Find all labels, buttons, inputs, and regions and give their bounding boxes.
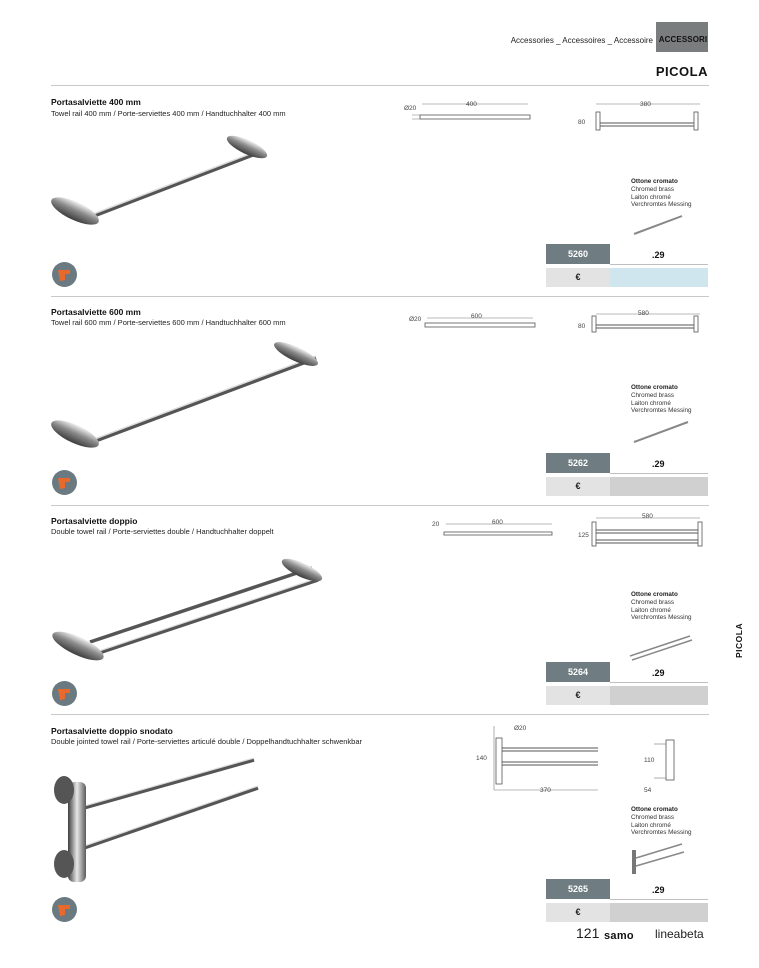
material-info: Ottone cromato Chromed brass Laiton chromé Verchromtes Messing xyxy=(631,384,692,415)
dim-length: 600 xyxy=(471,313,482,320)
dim-diameter: Ø20 xyxy=(409,316,422,323)
price-value-cell xyxy=(610,686,708,705)
price-value-cell xyxy=(610,268,708,287)
dim-diameter: Ø20 xyxy=(514,725,527,732)
brand-logo: samo xyxy=(604,930,634,942)
product-thumbnail xyxy=(630,212,690,238)
product-code: 5262 xyxy=(546,453,610,473)
product-code: 5265 xyxy=(546,879,610,899)
divider xyxy=(51,296,709,297)
orange-shape-badge-icon xyxy=(52,262,77,287)
product-subtitle: Double towel rail / Porte-serviettes double / Handtuchhalter doppelt xyxy=(51,527,274,536)
divider xyxy=(51,85,709,86)
divider xyxy=(51,505,709,506)
material-info: Ottone cromato Chromed brass Laiton chromé Verchromtes Messing xyxy=(631,178,692,209)
dim-height: 125 xyxy=(578,532,589,539)
price-value-cell xyxy=(610,903,708,922)
product-thumbnail xyxy=(626,632,696,664)
towel-rail-400-image xyxy=(40,130,280,240)
product-code: 5264 xyxy=(546,662,610,682)
product-title: Portasalviette doppio snodato xyxy=(51,726,173,736)
dimension-drawing-side xyxy=(640,734,690,796)
product-subtitle: Double jointed towel rail / Porte-serviettes articulé double / Doppelhandtuchhalter schwenkbar xyxy=(51,737,363,746)
orange-shape-badge-icon xyxy=(52,681,77,706)
dim-length: 400 xyxy=(466,101,477,108)
dimension-drawing-top xyxy=(572,96,712,136)
jointed-towel-rail-image xyxy=(44,752,274,892)
dim-length: 370 xyxy=(540,787,551,794)
product-code: 5260 xyxy=(546,244,610,264)
dim-height: 140 xyxy=(476,755,487,762)
dim-diameter: Ø20 xyxy=(404,105,417,112)
dimension-drawing-top xyxy=(572,306,712,336)
product-title: Portasalviette 600 mm xyxy=(51,307,141,317)
orange-shape-badge-icon xyxy=(52,470,77,495)
price-suffix: .29 xyxy=(610,879,708,900)
product-subtitle: Towel rail 600 mm / Porte-serviettes 600 mm / Handtuchhalter 600 mm xyxy=(51,318,286,327)
side-collection-label: PICOLA xyxy=(734,622,744,658)
double-towel-rail-image xyxy=(40,558,330,668)
dim-height: 80 xyxy=(578,323,586,330)
towel-rail-600-image xyxy=(40,334,330,460)
dimension-drawing-top xyxy=(574,510,708,550)
price-value-cell xyxy=(610,477,708,496)
material-info: Ottone cromato Chromed brass Laiton chromé Verchromtes Messing xyxy=(631,591,692,622)
currency-label: € xyxy=(546,903,610,922)
dim-length: 600 xyxy=(492,519,503,526)
collection-title: PICOLA xyxy=(655,64,708,79)
breadcrumb: Accessories _ Accessoires _ Accessoire xyxy=(510,36,653,45)
price-suffix: .29 xyxy=(610,662,708,683)
dimension-drawing-front xyxy=(474,720,604,800)
dim-side-height: 110 xyxy=(644,757,655,764)
dim-depth: 580 xyxy=(638,310,649,317)
product-thumbnail xyxy=(630,418,694,446)
section-tab: ACCESSORI xyxy=(658,35,708,44)
price-suffix: .29 xyxy=(610,244,708,265)
product-title: Portasalviette doppio xyxy=(51,516,138,526)
currency-label: € xyxy=(546,686,610,705)
dim-depth: 580 xyxy=(642,513,653,520)
dim-diameter: 20 xyxy=(432,521,440,528)
currency-label: € xyxy=(546,268,610,287)
page-number: 121 xyxy=(576,925,600,941)
dim-depth: 380 xyxy=(640,101,651,108)
product-title: Portasalviette 400 mm xyxy=(51,97,141,107)
orange-shape-badge-icon xyxy=(52,897,77,922)
divider xyxy=(51,714,709,715)
dim-height: 80 xyxy=(578,119,586,126)
price-suffix: .29 xyxy=(610,453,708,474)
material-info: Ottone cromato Chromed brass Laiton chromé Verchromtes Messing xyxy=(631,806,692,837)
dimension-drawing-front xyxy=(428,514,558,544)
dimension-drawing-front xyxy=(400,96,540,126)
currency-label: € xyxy=(546,477,610,496)
dim-side-depth: 54 xyxy=(644,787,652,794)
dimension-drawing-front xyxy=(405,308,545,338)
brand-line: lineabeta xyxy=(655,927,704,941)
product-thumbnail xyxy=(628,840,688,876)
product-subtitle: Towel rail 400 mm / Porte-serviettes 400 mm / Handtuchhalter 400 mm xyxy=(51,109,286,118)
